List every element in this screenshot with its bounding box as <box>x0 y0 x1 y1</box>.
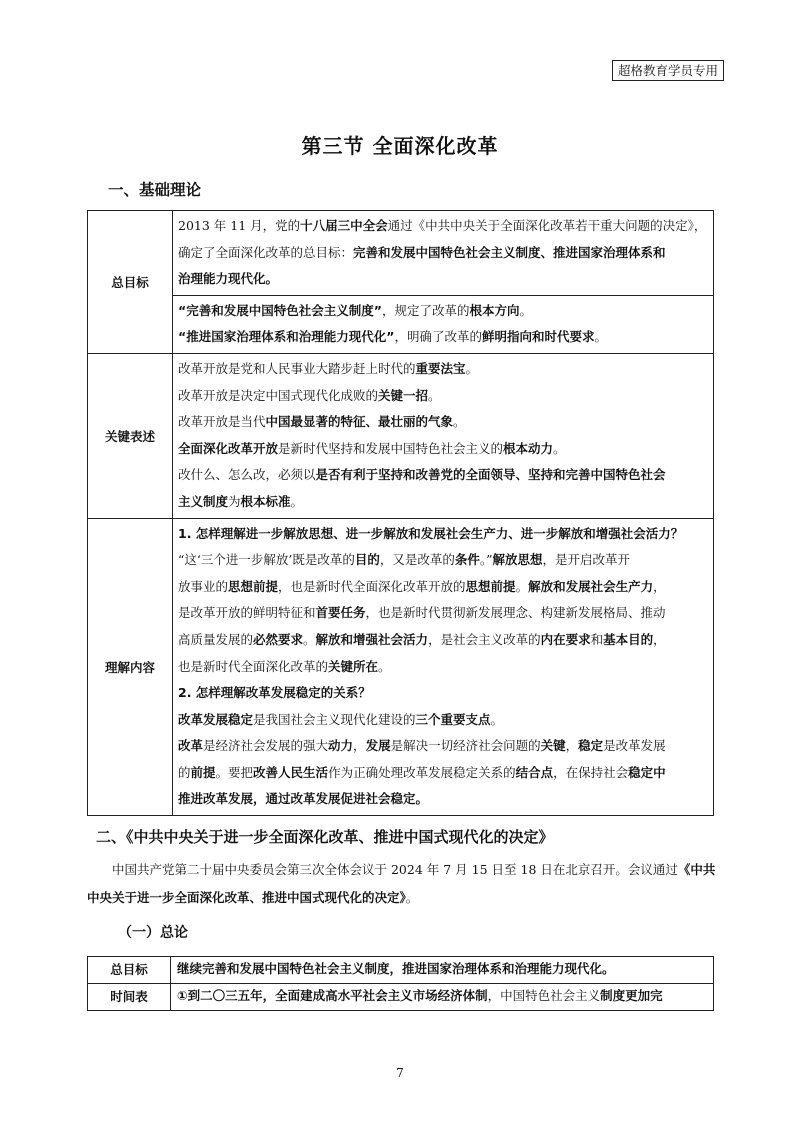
table-row <box>88 957 714 984</box>
understanding-content <box>173 518 714 816</box>
overall-goal-content <box>173 211 714 354</box>
row-label-timeline: 时间表 <box>88 984 171 1011</box>
text-line: 也是新时代全面深化改革的关键所在。 <box>178 658 391 674</box>
text-line: 治理能力现代化。 <box>178 271 279 287</box>
text-line: 主义制度为根本标准。 <box>178 493 304 509</box>
row-label-key-expressions: 关键表述 <box>88 353 173 518</box>
subsection-heading-general: （一）总论 <box>118 925 188 941</box>
overall-goal-2-content: 继续完善和发展中国特色社会主义制度，推进国家治理体系和治理能力现代化。 <box>171 957 714 984</box>
table-row <box>88 211 714 354</box>
text-line: “完善和发展中国特色社会主义制度”，规定了改革的根本方向。 <box>178 302 532 318</box>
text-line: 改什么、怎么改，必须以是否有利于坚持和改善党的全面领导、坚持和完善中国特色社会 <box>178 467 666 483</box>
text-line: 2013 年 11 月，党的十八届三中全会通过《中共中央关于全面深化改革若干重大问题的决定》， <box>178 218 707 233</box>
decision-paragraph <box>87 856 717 912</box>
general-table <box>87 956 714 1011</box>
key-expressions-content <box>173 353 714 518</box>
text-line: 全面深化改革开放是新时代坚持和发展中国特色社会主义的根本动力。 <box>178 440 566 456</box>
row-label-overall-goal: 总目标 <box>88 211 173 354</box>
text-line: 是改革开放的鲜明特征和首要任务，也是新时代贯彻新发展理念、构建新发展格局、推动 <box>178 605 666 621</box>
text-line: 推进改革发展，通过改革发展促进社会稳定。 <box>178 791 429 807</box>
table-row <box>88 518 714 816</box>
text-line: 中国共产党第二十届中央委员会第三次全体会议于 2024 年 7 月 15 日至 18 日在北京召开。会议通过《中共 <box>112 862 716 877</box>
timeline-content: ①到二〇三五年，全面建成高水平社会主义市场经济体制，中国特色社会主义制度更加完 <box>171 984 714 1011</box>
header-tag: 超格教育学员专用 <box>612 60 724 81</box>
basic-theory-table <box>87 210 714 816</box>
text-line: 改革开放是党和人民事业大踏步赶上时代的重要法宝。 <box>178 360 479 376</box>
table-row <box>88 353 714 518</box>
text-line: “这‘三个进一步解放’既是改革的目的，又是改革的条件。”解放思想，是开启改革开 <box>178 552 631 568</box>
question-1: 1. 怎样理解进一步解放思想、进一步解放和发展社会生产力、进一步解放和增强社会活力？ <box>178 525 684 541</box>
page-title: 第三节 全面深化改革 <box>301 134 499 158</box>
page-number: 7 <box>396 1066 404 1080</box>
text-line: 改革开放是决定中国式现代化成败的关键一招。 <box>178 387 441 403</box>
text-line: 高质量发展的必然要求。解放和增强社会活力，是社会主义改革的内在要求和基本目的， <box>178 631 666 647</box>
section-heading-basic-theory: 一、基础理论 <box>108 181 202 199</box>
question-2: 2. 怎样理解改革发展稳定的关系？ <box>178 685 371 701</box>
table-row <box>88 984 714 1011</box>
text-line: “推进国家治理体系和治理能力现代化”，明确了改革的鲜明指向和时代要求。 <box>178 329 607 345</box>
text-line: 放事业的思想前提，也是新时代全面深化改革开放的思想前提。解放和发展社会生产力， <box>178 578 666 594</box>
text-line: 改革发展稳定是我国社会主义现代化建设的三个重要支点。 <box>178 711 504 727</box>
row-label-understanding: 理解内容 <box>88 518 173 816</box>
text-line: 的前提。要把改善人民生活作为正确处理改革发展稳定关系的结合点，在保持社会稳定中 <box>178 764 666 780</box>
divider <box>173 295 713 296</box>
text-line: 改革是经济社会发展的强大动力，发展是解决一切经济社会问题的关键，稳定是改革发展 <box>178 738 666 754</box>
text-line: 中央关于进一步全面深化改革、推进中国式现代化的决定》。 <box>87 890 419 905</box>
row-label-overall-goal-2: 总目标 <box>88 957 171 984</box>
text-line: 确定了全面深化改革的总目标：完善和发展中国特色社会主义制度、推进国家治理体系和 <box>178 244 666 260</box>
section-heading-decision: 二、《中共中央关于进一步全面深化改革、推进中国式现代化的决定》 <box>96 828 554 846</box>
text-line: 改革开放是当代中国最显著的特征、最壮丽的气象。 <box>178 414 466 430</box>
